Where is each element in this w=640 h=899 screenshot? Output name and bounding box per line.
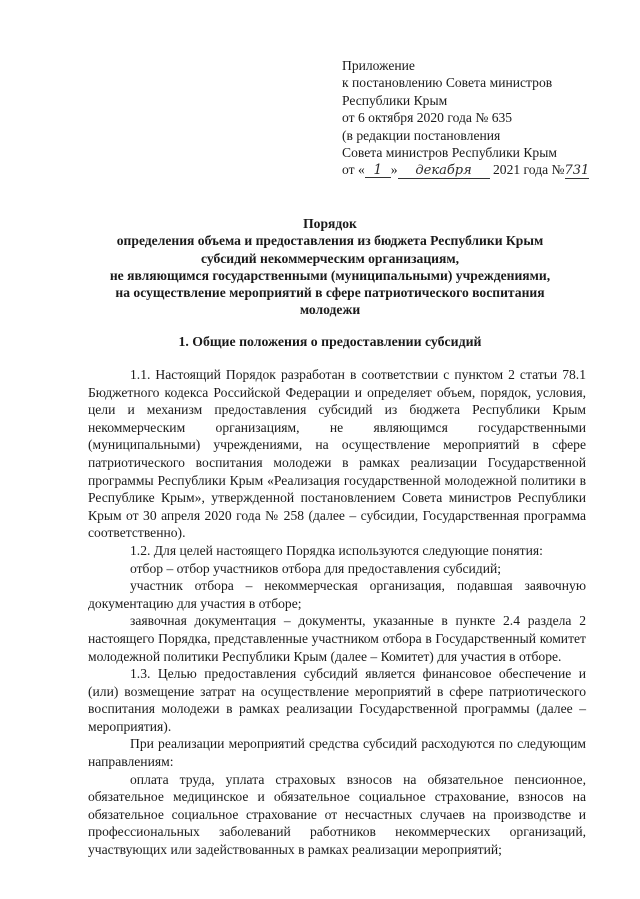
paragraph: отбор – отбор участников отбора для предоставления субсидий;	[130, 560, 502, 576]
title-line: на осуществление мероприятий в сфере патриотического воспитания	[115, 285, 545, 301]
appendix-block	[342, 57, 632, 179]
appendix-line: от 6 октября 2020 года № 635	[342, 110, 513, 126]
appendix-date-line	[342, 161, 632, 179]
document-body	[88, 366, 586, 859]
title-line: молодежи	[299, 302, 361, 318]
paragraph: участник отбора – некоммерческая организация, подавшая заявочную документацию для участия в отборе;	[88, 578, 586, 611]
section-heading: 1. Общие положения о предоставлении субсидий	[178, 334, 482, 349]
title-line: не являющимся государственными (муниципальными) учреждениями,	[109, 267, 551, 283]
title-line: Порядок	[303, 216, 357, 231]
title-line: субсидий некоммерческим организациям,	[200, 250, 460, 266]
paragraph: 1.2. Для целей настоящего Порядка используются следующие понятия:	[130, 542, 543, 558]
appendix-line: Приложение	[342, 58, 415, 73]
paragraph: оплата труда, уплата страховых взносов на обязательное пенсионное, обязательное медицинское и обязательное социальное страхование, взносов на обязательное социальное страхование от несчастных случаев на производстве и профессиональных заболеваний работников некоммерческих организаций, участвующих или задействованных в рамках реализации мероприятий;	[88, 771, 586, 858]
appendix-line: Республики Крым	[342, 92, 448, 108]
paragraph: заявочная документация – документы, указанные в пункте 2.4 раздела 2 настоящего Порядка, представленные участником отбора в Государственный комитет молодежной политики Республики Крым (далее – Комитет) для участия в отборе.	[88, 613, 586, 664]
paragraph: 1.3. Целью предоставления субсидий является финансовое обеспечение и (или) возмещение затрат на осуществление мероприятий в сфере патриотического воспитания молодежи в рамках реализации Государственной программы (далее – мероприятия).	[88, 666, 586, 734]
title-line: определения объема и предоставления из бюджета Республики Крым	[116, 233, 544, 249]
appendix-line: к постановлению Совета министров	[342, 75, 553, 91]
date-mid: »	[390, 162, 398, 178]
paragraph: При реализации мероприятий средства субсидий расходуются по следующим направлениям:	[88, 736, 586, 770]
paragraph: 1.1. Настоящий Порядок разработан в соответствии с пунктом 2 статьи 78.1 Бюджетного кодекса Российской Федерации и определяет объем, порядок, условия, цели и механизм предоставления субсидий из бюджета Республики Крым некоммерческим организациям, не являющимся государственными (муниципальными) учреждениями, на осуществление мероприятий в сфере патриотического воспитания молодежи в рамках реализации Государственной программы Республики Крым «Реализация государственной молодежной политики в Республике Крым», утвержденной постановлением Совета министров Республики Крым от 30 апреля 2020 года № 258 (далее – субсидии, Государственная программа соответственно).	[88, 367, 586, 541]
document-title	[80, 215, 580, 319]
handwritten-day: 1	[365, 163, 391, 178]
date-suffix: 2021 года №	[492, 162, 565, 178]
date-prefix: от «	[342, 162, 365, 178]
handwritten-number: 731	[564, 163, 590, 179]
appendix-line: (в редакции постановления	[342, 127, 501, 143]
handwritten-month: декабря	[398, 164, 490, 179]
appendix-line: Совета министров Республики Крым	[342, 145, 557, 161]
